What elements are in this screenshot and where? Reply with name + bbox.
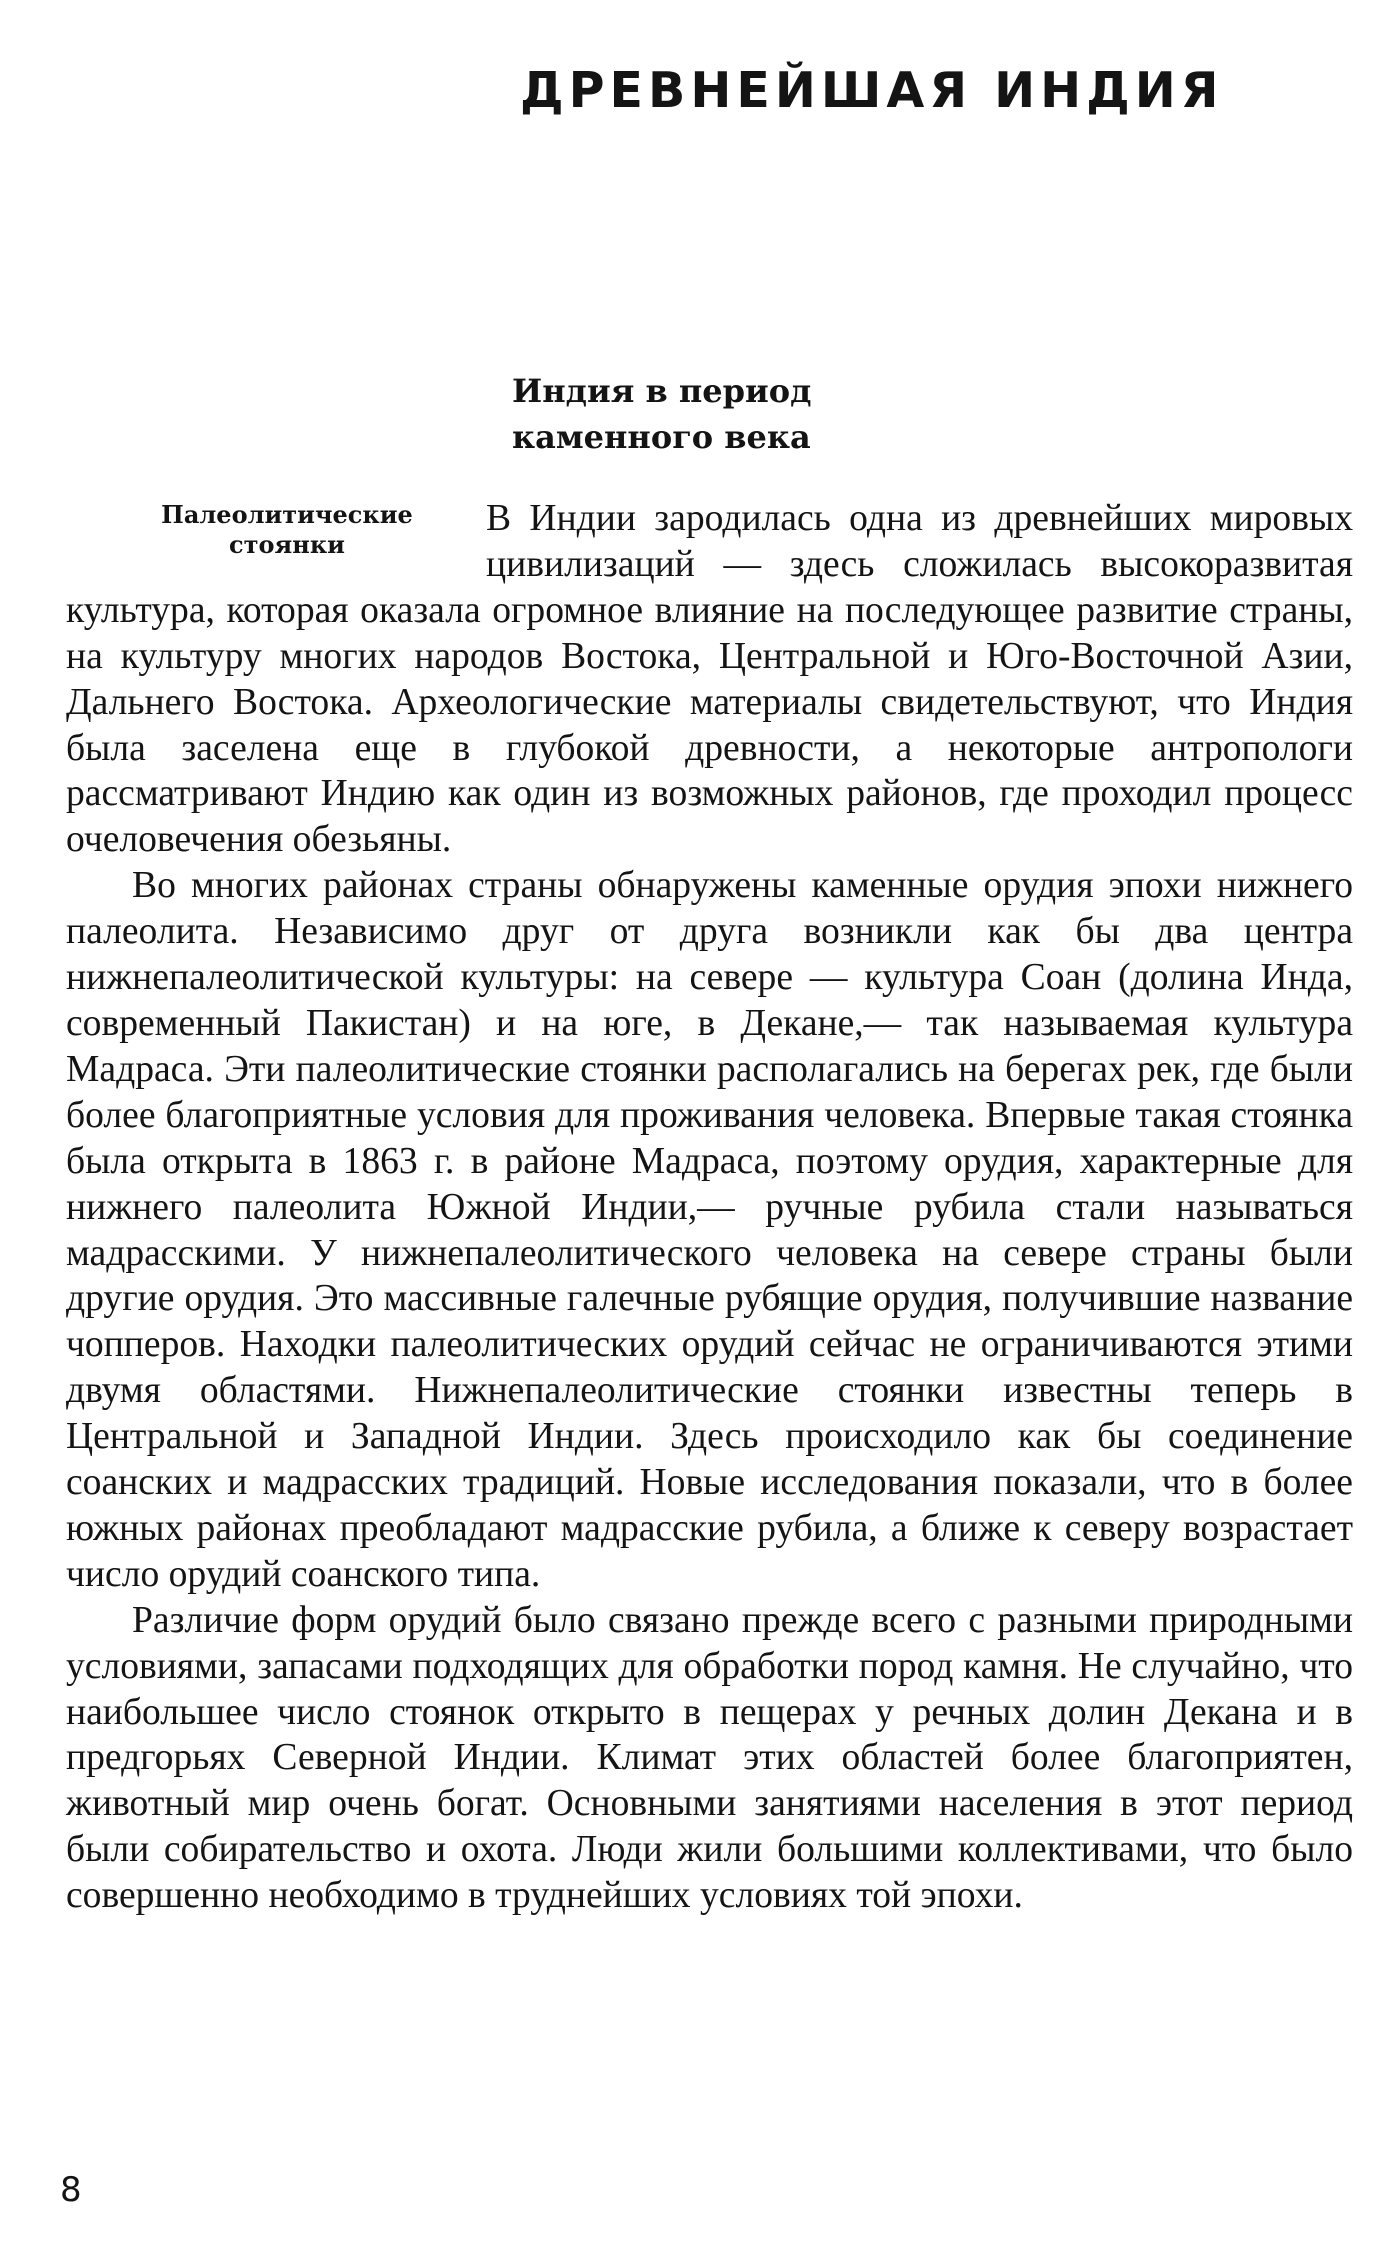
side-heading-line1: Палеолитические (161, 500, 413, 529)
body-text (66, 496, 1353, 1919)
section-heading (512, 368, 811, 460)
section-heading-line2: каменного века (512, 418, 811, 456)
paragraph-2: Во многих районах страны обнаружены каменные орудия эпохи нижнего палеолита. Независимо друг от друга возникли как бы два центра нижнепалеолитической культуры: на севере — культура Соан (долина Инда, современный Пакистан) и на юге, в Декане,— так называемая культура Мадраса. Эти палеолитические стоянки располагались на берегах рек, где были более благоприятные условия для проживания человека. Впервые такая стоянка была открыта в 1863 г. в районе Мадраса, поэтому орудия, характерные для нижнего палеолита Южной Индии,— ручные рубила стали называться мадрасскими. У нижнепалеолитического человека на севере страны были другие орудия. Это массивные галечные рубящие орудия, получившие название чопперов. Находки палеолитических орудий сейчас не ограничиваются этими двумя областями. Нижнепалеолитические стоянки известны теперь в Центральной и Западной Индии. Здесь происходило как бы соединение соанских и мадрасских традиций. Новые исследования показали, что в более южных районах преобладают мадрасские рубила, а ближе к северу возрастает число орудий соанского типа. (66, 865, 1353, 1595)
page-number: 8 (60, 2170, 82, 2210)
paragraph-1: В Индии зародилась одна из древнейших мировых цивилизаций — здесь сложилась высокоразвитая культура, которая оказала огромное влияние на последующее развитие страны, на культуру многих народов Востока, Центральной и Юго-Восточной Азии, Дальнего Востока. Археологические материалы свидетельствуют, что Индия была заселена еще в глубокой древности, а некоторые антропологи рассматривают Индию как один из возможных районов, где проходил процесс очеловечения обезьяны. (66, 498, 1353, 861)
side-heading-gap (66, 496, 486, 588)
chapter-title: ДРЕВНЕЙШАЯ ИНДИЯ (520, 62, 1224, 119)
paragraph-3: Различие форм орудий было связано прежде всего с разными природными условиями, запасами подходящих для обработки пород камня. Не случайно, что наибольшее число стоянок открыто в пещерах у речных долин Декана и в предгорьях Северной Индии. Климат этих областей более благоприятен, животный мир очень богат. Основными занятиями населения в этот период были собирательство и охота. Люди жили большими коллективами, что было совершенно необходимо в труднейших условиях той эпохи. (66, 1599, 1353, 1917)
section-heading-line1: Индия в период (512, 372, 812, 410)
side-heading-line2: стоянки (229, 530, 345, 559)
